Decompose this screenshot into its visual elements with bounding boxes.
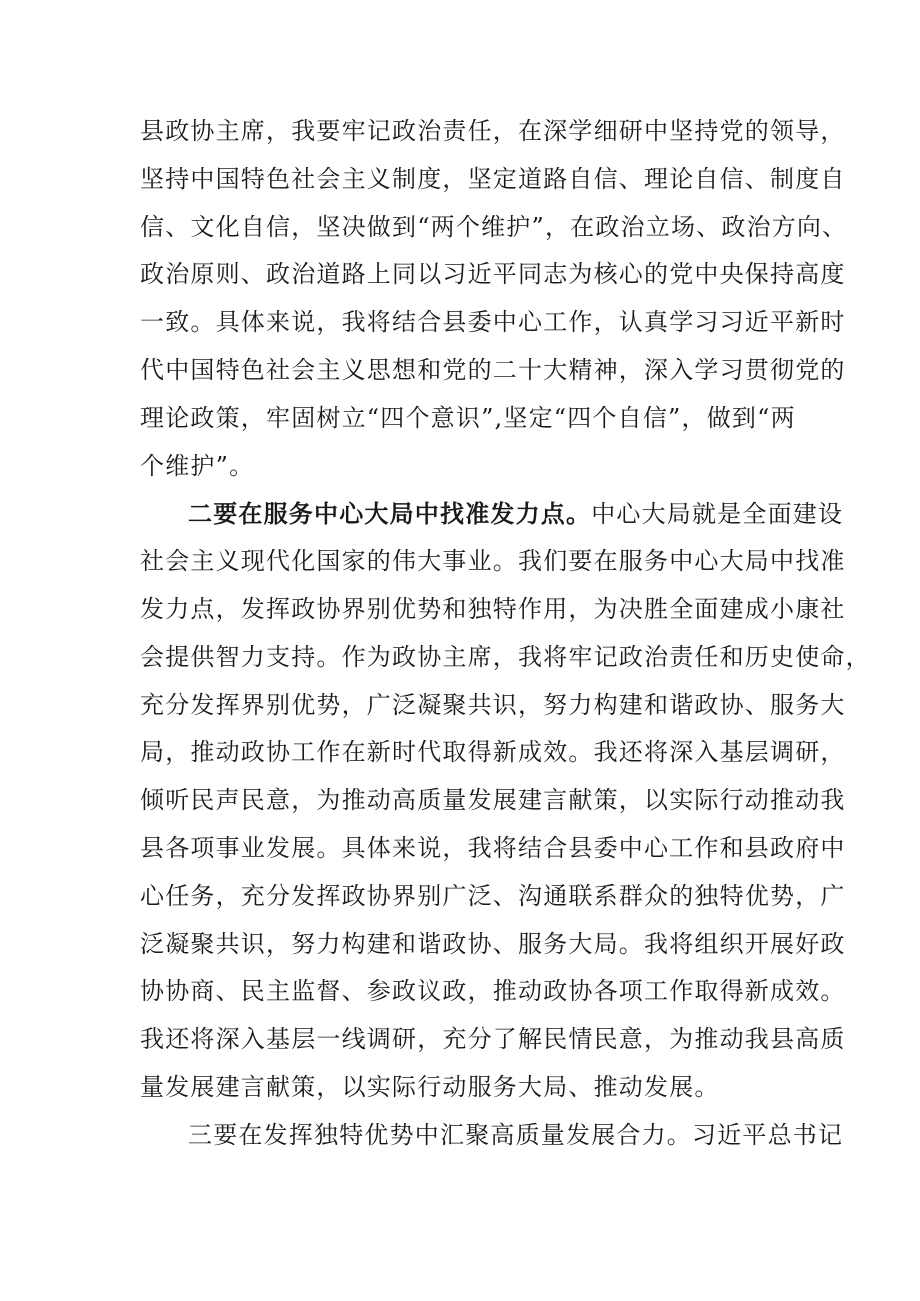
- text-line: 代中国特色社会主义思想和党的二十大精神，深入学习贯彻党的: [140, 355, 846, 384]
- section-heading: 二要在服务中心大局中找准发力点。: [188, 499, 592, 529]
- text-line: 一致。具体来说，我将结合县委中心工作，认真学习习近平新时: [140, 308, 846, 337]
- text-line: 倾听民声民意，为推动高质量发展建言献策，以实际行动推动我: [140, 786, 846, 815]
- paragraph-serve-central-task: [140, 490, 871, 1111]
- text-line: 坚持中国特色社会主义制度，坚定道路自信、理论自信、制度自: [140, 164, 846, 193]
- text-line: 充分发挥界别优势，广泛凝聚共识，努力构建和谐政协、服务大: [140, 690, 846, 719]
- text-line: 信、文化自信，坚决做到“两个维护”，在政治立场、政治方向、: [140, 212, 848, 241]
- paragraph-political-responsibility: [140, 108, 848, 490]
- text-line: 县政协主席，我要牢记政治责任，在深学细研中坚持党的领导，: [140, 117, 846, 145]
- text-line: 理论政策，牢固树立“四个意识”,坚定“四个自信”，做到“两: [140, 403, 796, 432]
- text-line: 量发展建言献策，以实际行动服务大局、推动发展。: [140, 1072, 720, 1101]
- document-body: [140, 108, 871, 1160]
- text-line: 发力点，发挥政协界别优势和独特作用，为决胜全面建成小康社: [140, 594, 846, 623]
- text-line: 会提供智力支持。作为政协主席，我将牢记政治责任和历史使命，: [140, 642, 871, 671]
- text-line: 协协商、民主监督、参政议政，推动政协各项工作取得新成效。: [140, 977, 846, 1006]
- text-line: 县各项事业发展。具体来说，我将结合县委中心工作和县政府中: [140, 833, 846, 862]
- text-line: 泛凝聚共识，努力构建和谐政协、服务大局。我将组织开展好政: [140, 929, 846, 958]
- text-line: 社会主义现代化国家的伟大事业。我们要在服务中心大局中找准: [140, 547, 846, 576]
- text-line: 政治原则、政治道路上同以习近平同志为核心的党中央保持高度: [140, 260, 846, 289]
- text-line: 三要在发挥独特优势中汇聚高质量发展合力。习近平总书记: [188, 1120, 844, 1149]
- text-line: 个维护”。: [140, 451, 255, 480]
- text-line: 心任务，充分发挥政协界别广泛、沟通联系群众的独特优势，广: [140, 881, 846, 910]
- text-line: 局，推动政协工作在新时代取得新成效。我还将深入基层调研，: [140, 738, 846, 767]
- text-line: 我还将深入基层一线调研，充分了解民情民意，为推动我县高质: [140, 1025, 846, 1054]
- text-line: [140, 490, 844, 538]
- heading-line-rest: 中心大局就是全面建设: [591, 500, 844, 529]
- paragraph-unique-advantage: [140, 1112, 844, 1160]
